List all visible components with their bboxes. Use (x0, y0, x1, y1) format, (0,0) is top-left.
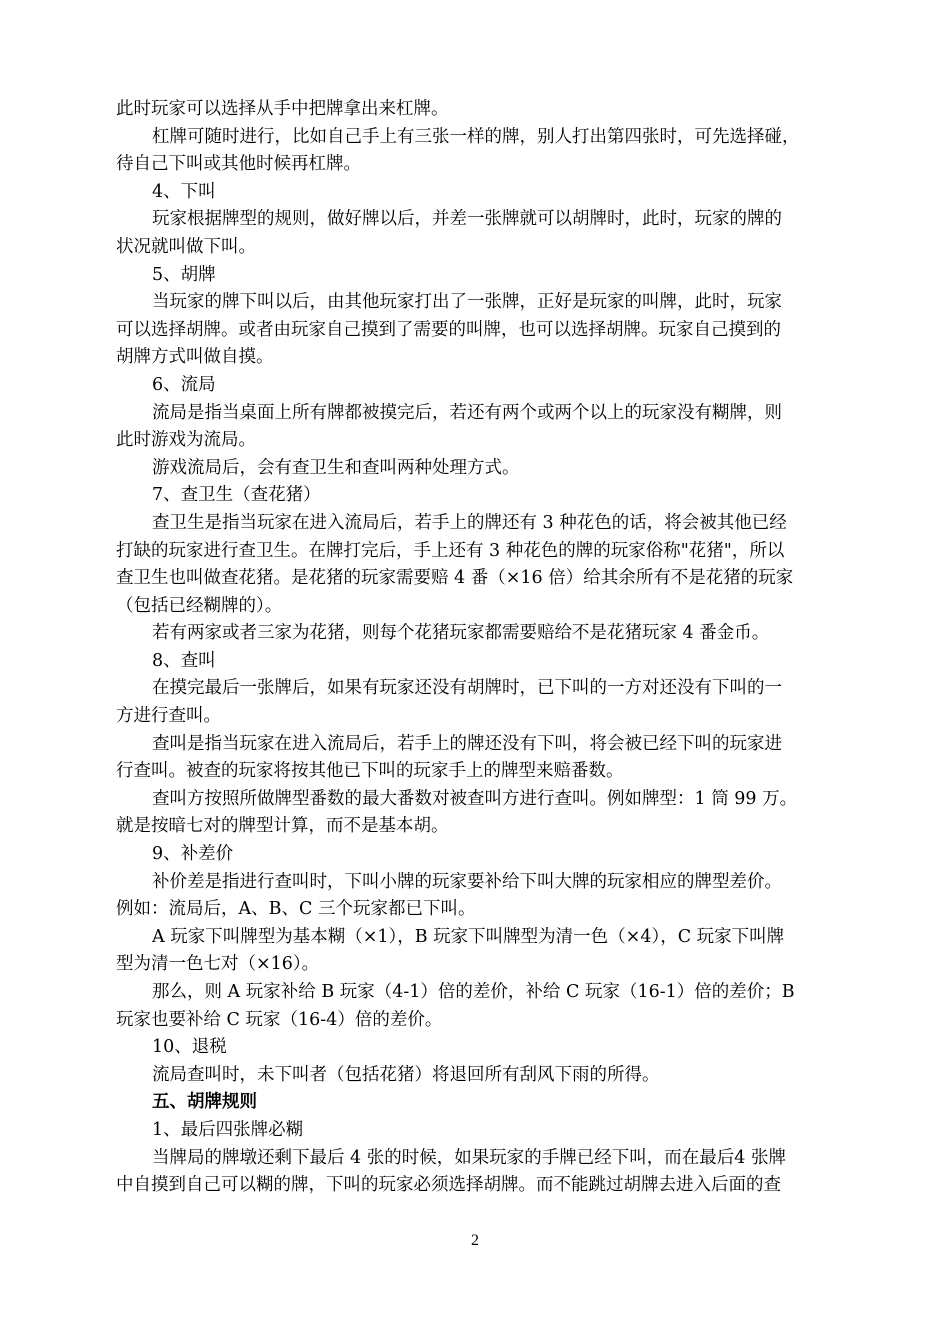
text-line: 查卫生是指当玩家在进入流局后，若手上的牌还有 3 种花色的话，将会被其他已经 (152, 512, 787, 533)
text-line: 状况就叫做下叫。 (116, 236, 256, 257)
text-line: 流局是指当桌面上所有牌都被摸完后，若还有两个或两个以上的玩家没有糊牌，则 (152, 402, 782, 423)
text-line: 1、最后四张牌必糊 (152, 1119, 304, 1140)
text-line: 此时玩家可以选择从手中把牌拿出来杠牌。 (116, 99, 449, 119)
page-number: 2 (471, 1232, 479, 1249)
text-line: 杠牌可随时进行，比如自己手上有三张一样的牌，别人打出第四张时，可先选择碰， (152, 126, 800, 147)
text-line: 此时游戏为流局。 (116, 430, 256, 451)
text-line: 方进行查叫。 (116, 706, 221, 727)
text-line: 就是按暗七对的牌型计算，而不是基本胡。 (116, 816, 449, 837)
text-line: 在摸完最后一张牌后，如果有玩家还没有胡牌时，已下叫的一方对还没有下叫的一 (152, 678, 782, 699)
text-line: 待自己下叫或其他时候再杠牌。 (116, 154, 361, 175)
text-line: 中自摸到自己可以糊的牌，下叫的玩家必须选择胡牌。而不能跳过胡牌去进入后面的查 (116, 1175, 781, 1196)
text-line: 游戏流局后，会有查卫生和查叫两种处理方式。 (152, 457, 520, 478)
text-line: 型为清一色七对（×16）。 (116, 954, 320, 975)
body-text (116, 96, 840, 1200)
section-heading: 五、胡牌规则 (152, 1092, 257, 1113)
text-line: 当玩家的牌下叫以后，由其他玩家打出了一张牌，正好是玩家的叫牌，此时，玩家 (152, 292, 782, 313)
text-line: 8、查叫 (152, 650, 216, 671)
text-line: 例如：流局后，A、B、C 三个玩家都已下叫。 (116, 899, 476, 920)
text-line: 10、退税 (152, 1037, 227, 1058)
text-line: 7、查卫生（查花猪） (152, 485, 321, 506)
text-line: 查叫是指当玩家在进入流局后，若手上的牌还没有下叫，将会被已经下叫的玩家进 (152, 733, 782, 754)
text-line: 打缺的玩家进行查卫生。在牌打完后，手上还有 3 种花色的牌的玩家俗称"花猪"，所以 (116, 540, 785, 561)
text-line: 9、补差价 (152, 844, 234, 865)
text-line: 流局查叫时，未下叫者（包括花猪）将退回所有刮风下雨的所得。 (152, 1064, 660, 1085)
text-line: 若有两家或者三家为花猪，则每个花猪玩家都需要赔给不是花猪玩家 4 番金币。 (152, 623, 770, 644)
text-line: 玩家根据牌型的规则，做好牌以后，并差一张牌就可以胡牌时，此时，玩家的牌的 (152, 209, 782, 230)
text-line: 可以选择胡牌。或者由玩家自己摸到了需要的叫牌，也可以选择胡牌。玩家自己摸到的 (116, 319, 781, 340)
text-line: A 玩家下叫牌型为基本糊（×1），B 玩家下叫牌型为清一色（×4），C 玩家下叫牌 (152, 926, 785, 947)
text-line: 那么，则 A 玩家补给 B 玩家（4-1）倍的差价，补给 C 玩家（16-1）倍的差价；B (152, 982, 795, 1002)
text-line: 胡牌方式叫做自摸。 (116, 347, 274, 368)
text-line: 4、下叫 (152, 181, 216, 202)
text-line: 当牌局的牌墩还剩下最后 4 张的时候，如果玩家的手牌已经下叫，而在最后4 张牌 (152, 1147, 786, 1168)
text-line: （包括已经糊牌的）。 (116, 595, 283, 616)
text-line: 玩家也要补给 C 玩家（16-4）倍的差价。 (116, 1009, 443, 1030)
text-line: 查卫生也叫做查花猪。是花猪的玩家需要赔 4 番（×16 倍）给其余所有不是花猪的玩家 (116, 568, 794, 589)
text-line: 5、胡牌 (152, 264, 216, 285)
text-line: 6、流局 (152, 374, 216, 395)
text-line: 行查叫。被查的玩家将按其他已下叫的玩家手上的牌型来赔番数。 (116, 761, 624, 782)
text-line: 补价差是指进行查叫时，下叫小牌的玩家要补给下叫大牌的玩家相应的牌型差价。 (152, 871, 782, 892)
text-line: 查叫方按照所做牌型番数的最大番数对被查叫方进行查叫。例如牌型：1 筒 99 万。 (152, 788, 798, 809)
